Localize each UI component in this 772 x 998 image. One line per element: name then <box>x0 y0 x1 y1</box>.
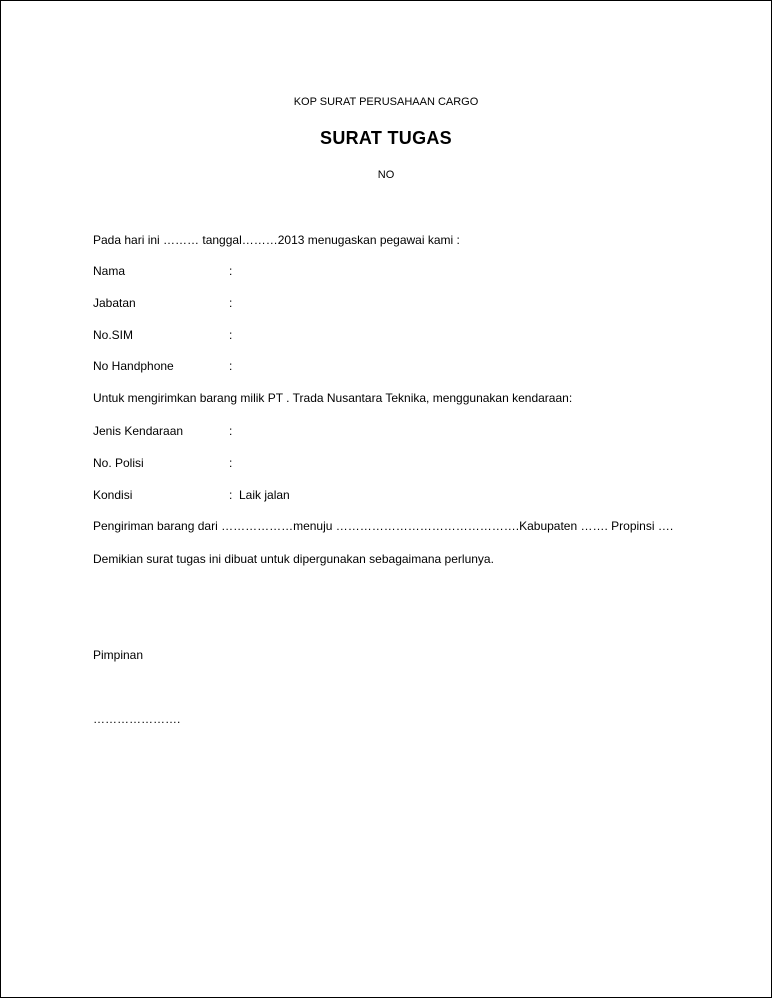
field-colon: : <box>229 424 233 438</box>
field-colon: : <box>229 296 233 310</box>
field-colon: : <box>229 328 233 342</box>
field-colon: : <box>229 264 233 278</box>
field-row-kondisi <box>93 488 493 502</box>
field-label: No.SIM <box>93 328 134 342</box>
field-row-no-polisi <box>93 456 493 470</box>
field-label: Jenis Kendaraan <box>93 424 184 438</box>
signature-line: …………………. <box>93 712 181 726</box>
field-label: Jabatan <box>93 296 136 310</box>
letterhead: KOP SURAT PERUSAHAAN CARGO <box>293 96 479 108</box>
field-value: Laik jalan <box>239 488 290 502</box>
route-text: Pengiriman barang dari ………………menuju ……………………………………….Kabupaten ……. Propinsi …. <box>93 519 674 533</box>
letter-number-label: NO <box>377 169 395 181</box>
intro-text: Pada hari ini ……… tanggal………2013 menugaskan pegawai kami : <box>93 233 460 247</box>
purpose-text: Untuk mengirimkan barang milik PT . Trada Nusantara Teknika, menggunakan kendaraan: <box>93 391 573 405</box>
letter-title: SURAT TUGAS <box>320 128 452 148</box>
field-row-nama <box>93 264 493 278</box>
field-label: Kondisi <box>93 488 133 502</box>
field-label: No Handphone <box>93 359 174 373</box>
field-label: Nama <box>93 264 126 278</box>
signatory-label: Pimpinan <box>93 648 144 662</box>
field-row-no-sim <box>93 328 493 342</box>
field-label: No. Polisi <box>93 456 144 470</box>
field-row-jenis-kendaraan <box>93 424 493 438</box>
field-row-jabatan <box>93 296 493 310</box>
field-row-no-handphone <box>93 359 493 373</box>
field-colon: : <box>229 488 233 502</box>
closing-text: Demikian surat tugas ini dibuat untuk dipergunakan sebagaimana perlunya. <box>93 552 494 566</box>
field-colon: : <box>229 456 233 470</box>
field-colon: : <box>229 359 233 373</box>
